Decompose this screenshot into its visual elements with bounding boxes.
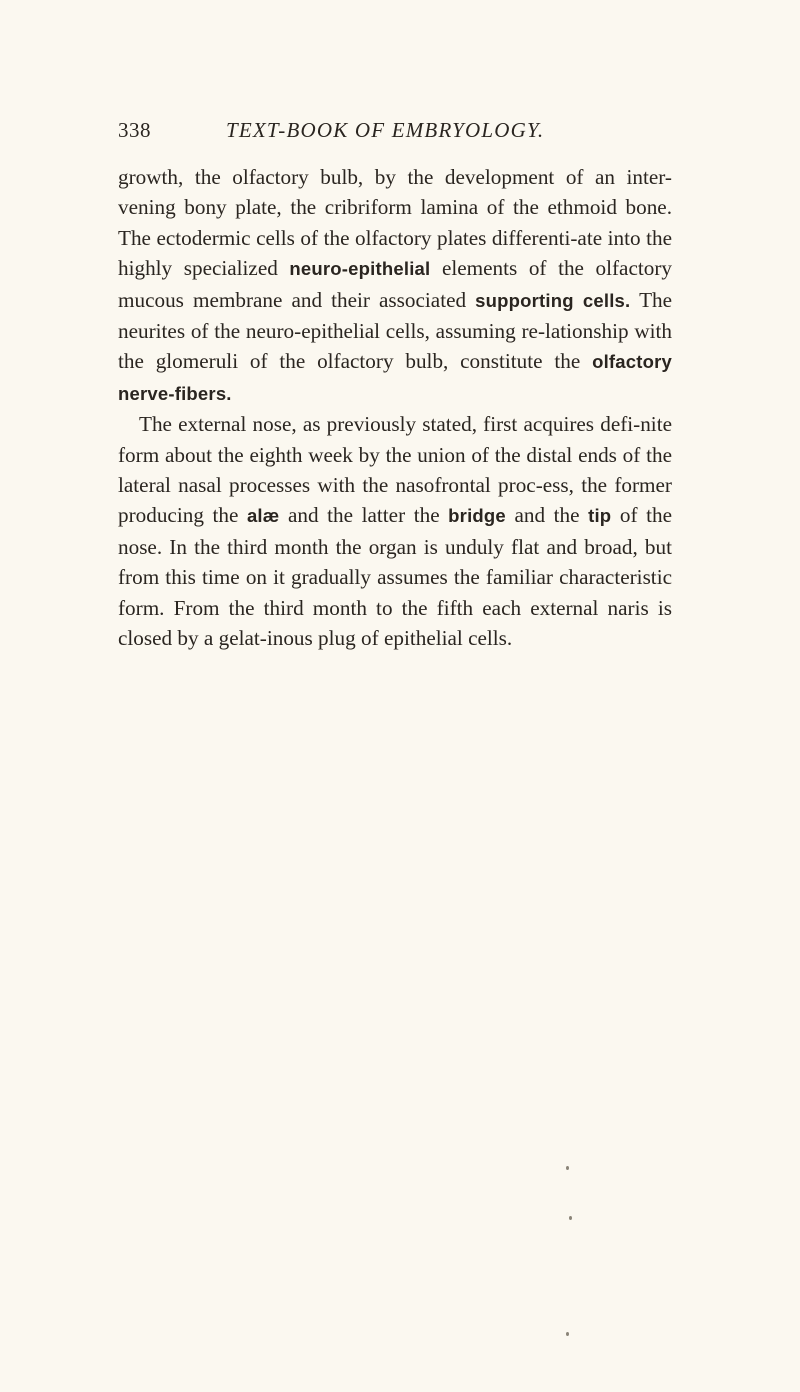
bold-term: supporting cells.	[475, 289, 631, 311]
text-run: elements of the olfactory mucous membrane and their associated	[118, 256, 672, 312]
text-run: and the	[505, 503, 589, 528]
paragraph-olfactory-development	[118, 162, 672, 409]
text-run: and the latter the	[279, 503, 449, 528]
text-run: of the nose. In the third month the organ is unduly flat and broad, but from this time on it gradually assumes the familiar characteristic form. From the third month to the fifth each external naris is closed by a gelat-inous plug of epithelial cells.	[118, 503, 672, 651]
text-run: The external nose, as previously stated, first acquires defi-nite form about the eighth week by the union of the distal ends of the lateral nasal processes with the nasofrontal proc-ess, the former producing the	[118, 412, 672, 528]
running-title: TEXT-BOOK OF EMBRYOLOGY.	[226, 118, 545, 142]
paragraph-external-nose	[118, 409, 672, 653]
bold-term: tip	[588, 505, 612, 527]
bold-term: neuro-epithelial	[289, 258, 431, 280]
running-head	[118, 118, 678, 152]
paper-speck	[569, 1216, 572, 1220]
paper-speck	[566, 1166, 569, 1170]
body-text	[118, 162, 672, 654]
text-run: growth, the olfactory bulb, by the development of an inter-vening bony plate, the cribriform lamina of the ethmoid bone. The ectodermic cells of the olfactory plates differenti-ate into the highly specialized	[118, 165, 672, 281]
paper-speck	[566, 1332, 569, 1336]
bold-term: bridge	[448, 505, 506, 527]
text-run: The neurites of the neuro-epithelial cells, assuming re-lationship with the glomeruli of the olfactory bulb, constitute the	[118, 287, 673, 374]
bold-term: olfactory nerve-fibers.	[118, 351, 672, 404]
page-number: 338	[118, 118, 151, 142]
bold-term: alæ	[246, 505, 280, 527]
